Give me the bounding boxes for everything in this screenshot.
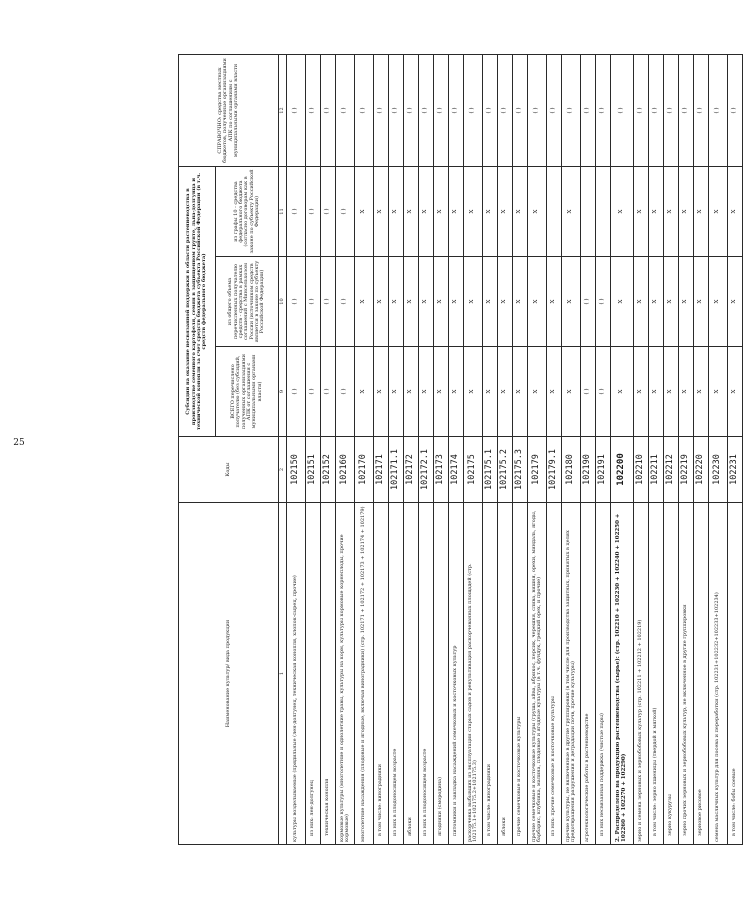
- index-cell: 12: [279, 55, 287, 167]
- row-name: в том числе: виноградники: [374, 503, 389, 845]
- row-col11: X: [374, 167, 389, 257]
- row-col11: X: [498, 167, 513, 257]
- row-col11: X: [709, 167, 728, 257]
- row-col9: X: [483, 347, 498, 437]
- row-col10: X: [434, 257, 449, 347]
- row-col12: ( ): [547, 55, 562, 167]
- row-col12: ( ): [679, 55, 694, 167]
- row-col10: X: [694, 257, 709, 347]
- row-code: 102152: [321, 437, 336, 503]
- row-col9: X: [464, 347, 483, 437]
- row-col11: [596, 167, 611, 257]
- table-row: [581, 55, 596, 845]
- row-code: 102175.1: [483, 437, 498, 503]
- row-name: из них: прочие семечковые и косточковые культуры: [547, 503, 562, 845]
- row-col10: X: [513, 257, 528, 347]
- row-col9: ( ): [306, 347, 321, 437]
- row-col12: ( ): [306, 55, 321, 167]
- row-name: из них в плодоносящем возрасте: [419, 503, 434, 845]
- table-row: [389, 55, 404, 845]
- table-row: [728, 55, 743, 845]
- row-col9: ( ): [336, 347, 355, 437]
- row-col10: ( ): [336, 257, 355, 347]
- row-col9: X: [547, 347, 562, 437]
- table-row: [287, 55, 306, 845]
- row-name: 2. Распределено на продукцию растениеводства (сырье): (стр. 102210 + 102230 + 102240 + 102250 + 102260 + 102270 + 102290): [611, 503, 634, 845]
- row-name: яблоки: [404, 503, 419, 845]
- row-code: 102220: [694, 437, 709, 503]
- row-col11: X: [449, 167, 464, 257]
- row-col11: X: [389, 167, 404, 257]
- index-cell: 9: [279, 347, 287, 437]
- row-col10: X: [664, 257, 679, 347]
- row-col9: X: [694, 347, 709, 437]
- row-name: ягодники (смородина): [434, 503, 449, 845]
- row-col11: X: [611, 167, 634, 257]
- row-col9: X: [634, 347, 649, 437]
- row-col9: X: [709, 347, 728, 437]
- row-col11: X: [728, 167, 743, 257]
- row-code: 102174: [449, 437, 464, 503]
- row-code: 102230: [709, 437, 728, 503]
- row-col12: ( ): [528, 55, 547, 167]
- row-col10: X: [449, 257, 464, 347]
- row-col12: ( ): [374, 55, 389, 167]
- row-col12: ( ): [287, 55, 306, 167]
- row-col9: X: [355, 347, 374, 437]
- table-row: [321, 55, 336, 845]
- row-col12: ( ): [449, 55, 464, 167]
- row-col10: X: [483, 257, 498, 347]
- index-cell: 1: [279, 503, 287, 845]
- row-col11: X: [694, 167, 709, 257]
- row-col9: ( ): [321, 347, 336, 437]
- table-row: [498, 55, 513, 845]
- row-col12: ( ): [581, 55, 596, 167]
- row-name: в том числе: виноградники: [483, 503, 498, 845]
- row-col11: X: [483, 167, 498, 257]
- table-row: [634, 55, 649, 845]
- row-name: многолетние насаждения (плодовые и ягодные, включая виноградники) (стр. 102171 + 102172 + 102173 + 102174 + 102179): [355, 503, 374, 845]
- row-name: зерно кукурузы: [664, 503, 679, 845]
- row-col9: X: [679, 347, 694, 437]
- table-row: [336, 55, 355, 845]
- row-name: агротехнологические работы в растениеводстве: [581, 503, 596, 845]
- table-row: [694, 55, 709, 845]
- row-name: яблоки: [498, 503, 513, 845]
- row-col11: X: [634, 167, 649, 257]
- row-col11: X: [562, 167, 581, 257]
- row-code: 102172: [404, 437, 419, 503]
- row-col11: X: [434, 167, 449, 257]
- row-code: 102150: [287, 437, 306, 503]
- row-col10: X: [709, 257, 728, 347]
- table-row: [679, 55, 694, 845]
- row-code: 102171: [374, 437, 389, 503]
- subsidy-table-rotated: [178, 55, 740, 845]
- row-col12: ( ): [596, 55, 611, 167]
- row-col12: ( ): [498, 55, 513, 167]
- header-name: Наименование культур/ вида продукции: [179, 503, 279, 845]
- row-col10: X: [498, 257, 513, 347]
- row-code: 102219: [679, 437, 694, 503]
- row-code: 102151: [306, 437, 321, 503]
- row-col9: X: [434, 347, 449, 437]
- row-col10: X: [649, 257, 664, 347]
- row-col12: ( ): [336, 55, 355, 167]
- row-col12: ( ): [389, 55, 404, 167]
- row-col12: ( ): [513, 55, 528, 167]
- row-col10: X: [547, 257, 562, 347]
- row-name: зерно прочих зерновых и зернобобовых культур, не включенное в другие группировки: [679, 503, 694, 845]
- table-row: [562, 55, 581, 845]
- row-code: 102191: [596, 437, 611, 503]
- row-col11: ( ): [306, 167, 321, 257]
- page-number: 25: [13, 438, 25, 448]
- row-col10: X: [389, 257, 404, 347]
- table-row: [596, 55, 611, 845]
- table-body: [287, 55, 743, 845]
- table-row: [528, 55, 547, 845]
- row-code: 102172.1: [419, 437, 434, 503]
- row-col11: X: [649, 167, 664, 257]
- row-col10: X: [611, 257, 634, 347]
- row-col10: ( ): [287, 257, 306, 347]
- row-code: 102212: [664, 437, 679, 503]
- table-row: [449, 55, 464, 845]
- row-col10: X: [528, 257, 547, 347]
- header-col10: из общего объема перечисленных получателю средств - средства в рамках соглашений с Минсельхозом России (источником средств является в законе по субъекту Российской Федерации): [216, 257, 279, 347]
- row-col12: ( ): [562, 55, 581, 167]
- row-col12: ( ): [434, 55, 449, 167]
- header-index-row: [279, 55, 287, 845]
- row-name: культуры возделываемые (прядильные (лен-долгунец, техническая конопля, хлопок-сырец, прочие): [287, 503, 306, 845]
- row-col9: X: [449, 347, 464, 437]
- row-col9: X: [562, 347, 581, 437]
- row-col9: X: [419, 347, 434, 437]
- table-header: [179, 55, 287, 845]
- row-col12: ( ): [728, 55, 743, 167]
- table-row: [464, 55, 483, 845]
- index-cell: 2: [279, 437, 287, 503]
- table-row: [649, 55, 664, 845]
- row-code: 102175: [464, 437, 483, 503]
- row-code: 102180: [562, 437, 581, 503]
- row-name: в том числе: зерно пшеницы (твердой и мягкой): [649, 503, 664, 845]
- table-row: [709, 55, 728, 845]
- row-name: из них в плодоносящем возрасте: [389, 503, 404, 845]
- row-col10: X: [404, 257, 419, 347]
- table-row: [419, 55, 434, 845]
- row-code: 102170: [355, 437, 374, 503]
- table-row: [513, 55, 528, 845]
- row-col11: X: [419, 167, 434, 257]
- row-col12: ( ): [611, 55, 634, 167]
- table-row: [547, 55, 562, 845]
- row-code: 102179.1: [547, 437, 562, 503]
- row-code: 102175.3: [513, 437, 528, 503]
- row-col10: X: [374, 257, 389, 347]
- row-col9: X: [528, 347, 547, 437]
- row-name: техническая конопля: [321, 503, 336, 845]
- row-col10: X: [562, 257, 581, 347]
- row-code: 102200: [611, 437, 634, 503]
- row-col10: X: [634, 257, 649, 347]
- row-col12: ( ): [709, 55, 728, 167]
- row-col10: ( ): [596, 257, 611, 347]
- row-col11: ( ): [321, 167, 336, 257]
- row-code: 102175.2: [498, 437, 513, 503]
- row-col11: X: [679, 167, 694, 257]
- row-col12: ( ): [694, 55, 709, 167]
- row-col12: ( ): [321, 55, 336, 167]
- table-row: [664, 55, 679, 845]
- row-code: 102190: [581, 437, 596, 503]
- row-col11: X: [404, 167, 419, 257]
- header-col12: СПРАВОЧНО: средства местных бюджетов, полученные организациями АПК по соглашениям с муниципальными органами власти: [179, 55, 279, 167]
- row-name: из них несвязанная поддержка (чистые пары): [596, 503, 611, 845]
- row-code: 102210: [634, 437, 649, 503]
- row-col10: X: [464, 257, 483, 347]
- table-row: [483, 55, 498, 845]
- row-col12: ( ): [664, 55, 679, 167]
- table-row: [404, 55, 419, 845]
- row-col9: X: [374, 347, 389, 437]
- row-name: прочие семечковые и косточковые культуры: [513, 503, 528, 845]
- row-col9: ( ): [581, 347, 596, 437]
- row-name: зерно и семена зерновых и зернобобовых культур (стр. 102211 + 102212 + 102219): [634, 503, 649, 845]
- row-col9: X: [611, 347, 634, 437]
- row-col9: X: [728, 347, 743, 437]
- row-name: из них: лен-долгунец: [306, 503, 321, 845]
- index-cell: 10: [279, 257, 287, 347]
- row-col9: X: [649, 347, 664, 437]
- table-row: [611, 55, 634, 845]
- row-col11: ( ): [336, 167, 355, 257]
- index-cell: 11: [279, 167, 287, 257]
- row-col10: X: [728, 257, 743, 347]
- row-col12: ( ): [355, 55, 374, 167]
- header-col11: из графы 10 - средства федерального бюджета (согласно договорам как в законе по субъекту Российской Федерации): [216, 167, 279, 257]
- table-row: [434, 55, 449, 845]
- row-name: питомники и закладка насаждений семечковых и косточковых культур: [449, 503, 464, 845]
- row-col9: X: [389, 347, 404, 437]
- row-col10: ( ): [581, 257, 596, 347]
- row-name: прочие семечковые и косточковые культуры (груша, айва, абрикос, персик, черешня, слива, вишня, орехи, миндаль, ягоды, барбарис, клубника, малина, плодовые и ягодные культуры (в т.ч. фундук, грецкий орех, и прочие): [528, 503, 547, 845]
- row-col12: ( ): [404, 55, 419, 167]
- row-col9: X: [513, 347, 528, 437]
- header-subsidy-group: Субсидии на оказание несвязанной поддержки в области растениеводства в производстве семенного картофеля, семян в защищенном грунте, льна-долгунца и технической конопли за счет средств бюджета субъекта Российской Федерации (в т.ч. средств федерального бюджета): [179, 167, 216, 437]
- row-col11: X: [355, 167, 374, 257]
- row-col11: [581, 167, 596, 257]
- row-code: 102179: [528, 437, 547, 503]
- row-name: зерновое рисовое: [694, 503, 709, 845]
- row-col11: [547, 167, 562, 257]
- row-name: кормовые культуры (многолетние и однолетние травы, культуры на корм, культуры кормовые корнеплоды, прочие кормовые): [336, 503, 355, 845]
- row-col11: X: [664, 167, 679, 257]
- row-code: 102160: [336, 437, 355, 503]
- row-col10: ( ): [306, 257, 321, 347]
- header-col9: ВСЕГО перечислено получателю (без субсидий, полученных организациями АПК от соглашения с муниципальными органами власти): [216, 347, 279, 437]
- row-code: 102173: [434, 437, 449, 503]
- row-col9: ( ): [596, 347, 611, 437]
- row-code: 102211: [649, 437, 664, 503]
- row-col10: ( ): [321, 257, 336, 347]
- header-code: Коды: [179, 437, 279, 503]
- row-col11: X: [528, 167, 547, 257]
- row-col10: X: [355, 257, 374, 347]
- row-code: 102171.1: [389, 437, 404, 503]
- table-row: [374, 55, 389, 845]
- row-col12: ( ): [464, 55, 483, 167]
- row-name: прочие культуры, не включенные в другие группировки (в том числе для производства защитных, принятых в целях предотвращения разрушения и деградации почв, прочие культуры): [562, 503, 581, 845]
- row-name: в том числе: бобы соевые: [728, 503, 743, 845]
- row-name: раскорчевка выбывших из эксплуатации старых садов и рекультивация раскорчеванных площадей (стр. 102175.1+102175.2+102175.3): [464, 503, 483, 845]
- row-col12: ( ): [419, 55, 434, 167]
- row-code: 102231: [728, 437, 743, 503]
- row-col11: X: [464, 167, 483, 257]
- table-row: [306, 55, 321, 845]
- row-name: семена масличных культур для посева и переработки (стр. 102231+102232+102233+102234): [709, 503, 728, 845]
- row-col10: X: [419, 257, 434, 347]
- table-row: [355, 55, 374, 845]
- row-col9: ( ): [287, 347, 306, 437]
- subsidy-table: [178, 54, 743, 845]
- row-col9: X: [498, 347, 513, 437]
- row-col12: ( ): [634, 55, 649, 167]
- row-col9: X: [664, 347, 679, 437]
- row-col11: X: [513, 167, 528, 257]
- row-col12: ( ): [649, 55, 664, 167]
- row-col10: X: [679, 257, 694, 347]
- row-col11: ( ): [287, 167, 306, 257]
- row-col12: ( ): [483, 55, 498, 167]
- row-col9: X: [404, 347, 419, 437]
